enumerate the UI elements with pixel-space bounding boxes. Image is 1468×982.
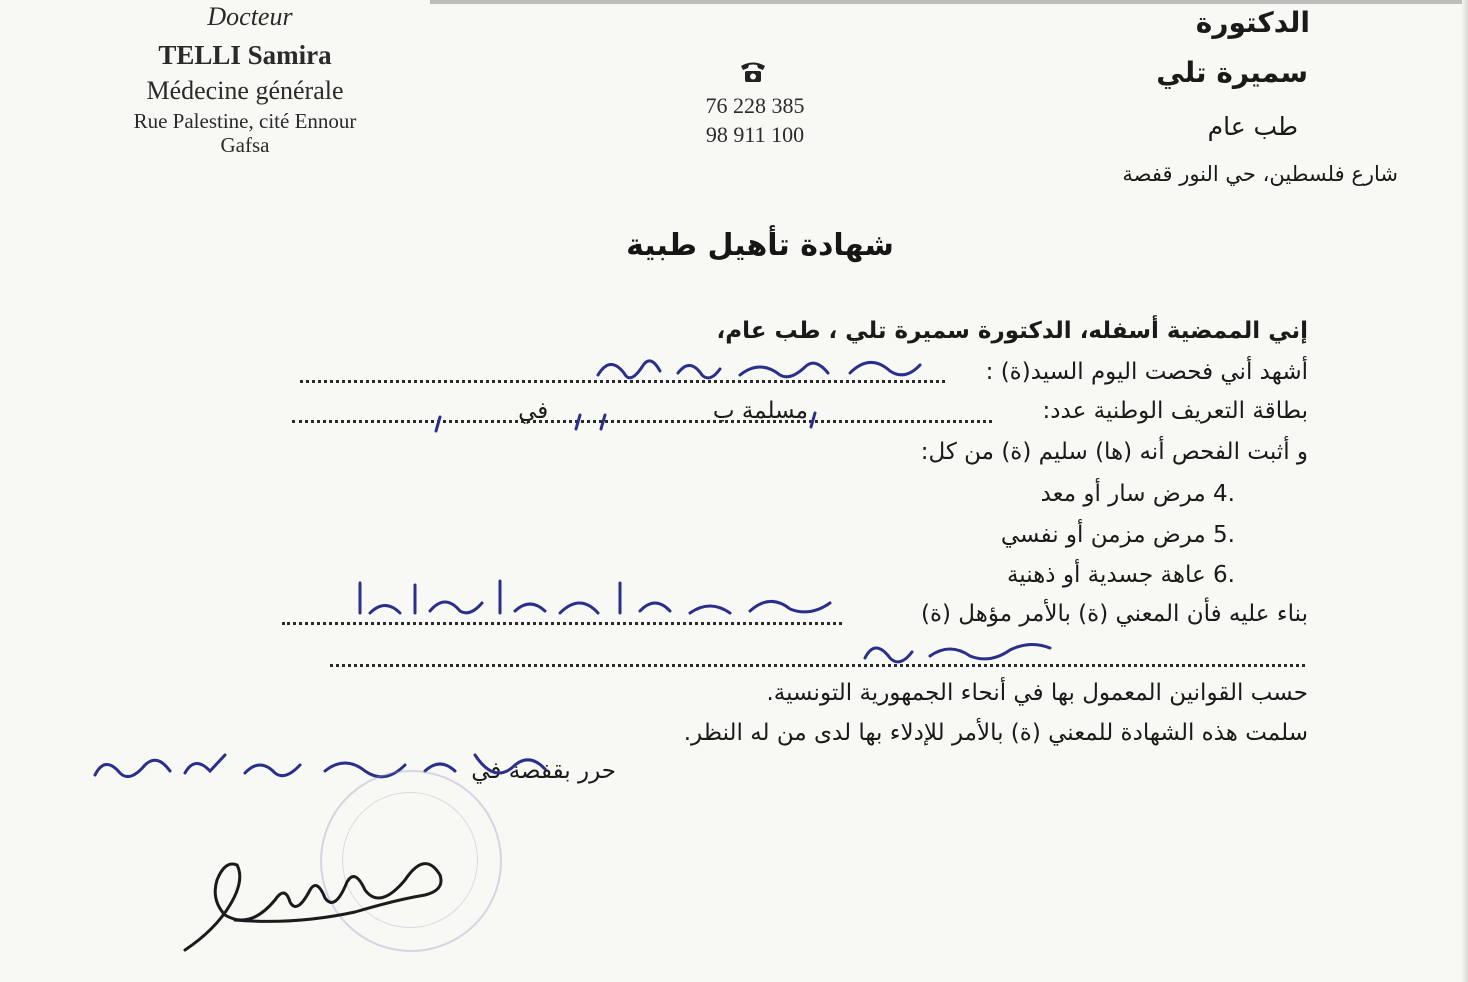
condition-item [1041,481,1263,507]
doctor-specialty-ar: طب عام [1207,112,1298,141]
id-card-issued-label: مسلمة ب [712,398,808,424]
certificate-title: شهادة تأهيل طبية [626,228,894,263]
doctor-city-fr: Gafsa [220,133,270,157]
id-card-label: بطاقة التعريف الوطنية عدد: [1042,398,1308,424]
certificate-line-delivered: سلمت هذه الشهادة للمعني (ة) بالأمر للإدلاء بها لدى من له النظر. [683,720,1308,746]
handwritten-qualification [340,573,860,625]
condition-text: عاهة جسدية أو ذهنية [1006,562,1206,588]
phone-number-1: 76 228 385 [705,93,805,118]
telephone-icon [738,60,768,84]
certificate-line-exam-result: و أثبت الفحص أنه (ها) سليم (ة) من كل: [920,439,1308,465]
condition-number: 5. [1213,522,1235,548]
doctor-name-fr: TELLI Samira [158,40,332,70]
condition-item [1001,522,1263,548]
condition-number: 4. [1213,481,1235,507]
phone-number-2: 98 911 100 [705,122,805,147]
page-right-edge [1462,0,1468,982]
condition-text: مرض مزمن أو نفسي [1000,522,1206,548]
condition-item [1007,562,1263,588]
doctor-specialty-fr: Médecine générale [146,76,344,105]
handwritten-date [85,735,605,805]
id-card-date-label: في [518,398,549,424]
qualification-dotted-line-2 [330,660,1305,667]
doctor-signature [175,820,455,960]
handwritten-qualification-sport [850,628,1060,674]
doctor-address-ar: شارع فلسطين، حي النور قفصة [1122,162,1398,186]
handwritten-patient-name [590,345,940,395]
doctor-name-ar: سميرة تلي [1156,56,1308,89]
condition-text: مرض سار أو معد [1040,481,1206,507]
certificate-line-laws: حسب القوانين المعمول بها في أنحاء الجمهورية التونسية. [766,680,1308,706]
certificate-line-patient: أشهد أني فحصت اليوم السيد(ة) : [985,359,1308,385]
page-edge-shadow [430,0,1468,4]
doctor-address-fr: Rue Palestine, cité Ennour [133,109,357,133]
certificate-line-place-date: حرر بقفصة في [471,758,616,784]
certificate-line-qualified: بناء عليه فأن المعني (ة) بالأمر مؤهل (ة) [920,601,1308,627]
doctor-title-fr: Docteur [207,2,293,31]
handwritten-id-marks [430,405,830,435]
certificate-line-doctor: إني الممضية أسفله، الدكتورة سميرة تلي ، طب عام، [716,318,1308,344]
doctor-title-ar: الدكتورة [1195,6,1310,39]
condition-number: 6. [1213,562,1235,588]
